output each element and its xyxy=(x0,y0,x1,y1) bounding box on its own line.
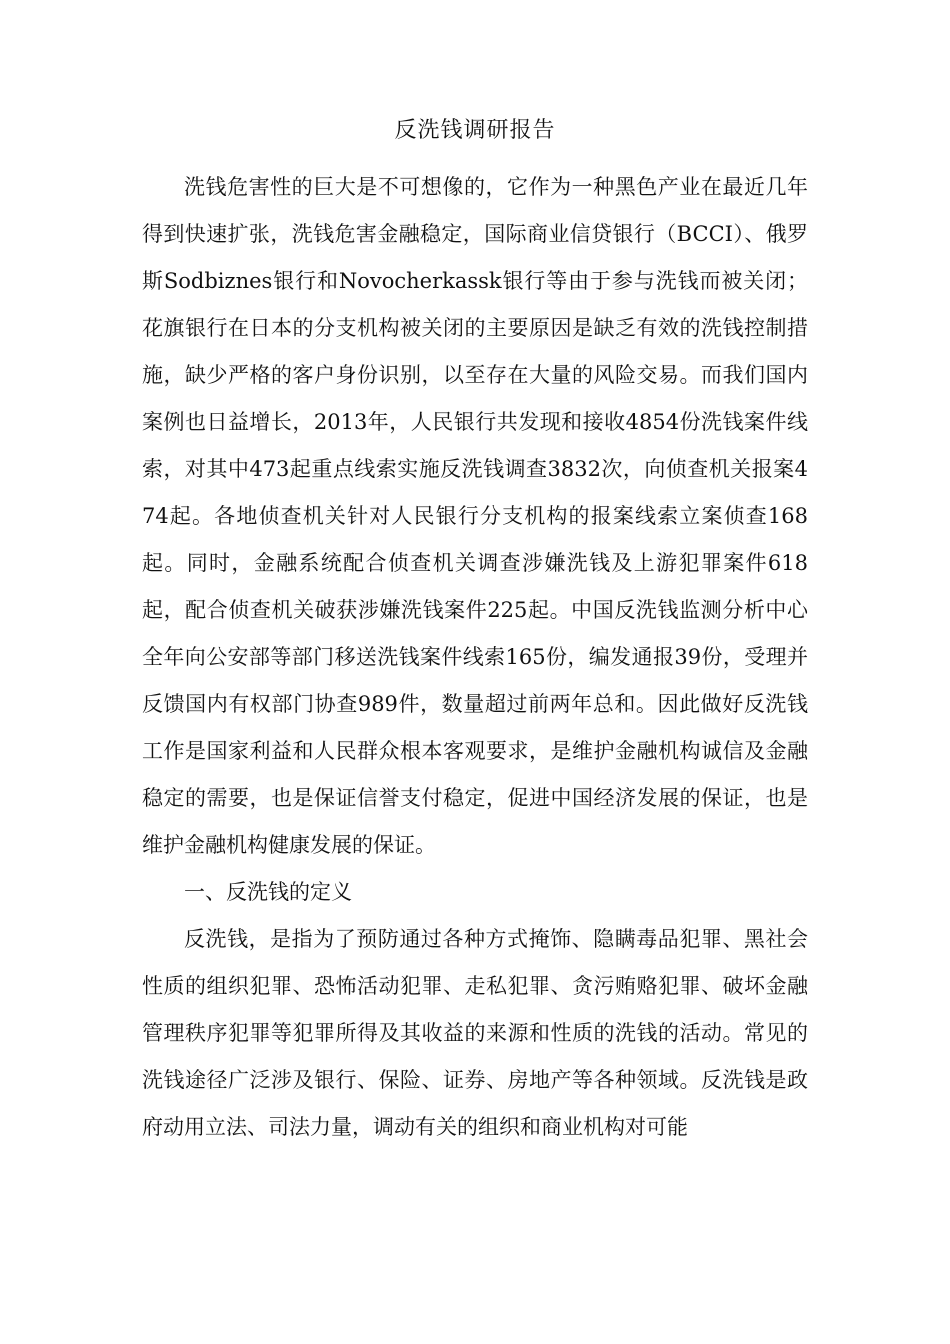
paragraph-intro: 洗钱危害性的巨大是不可想像的，它作为一种黑色产业在最近几年得到快速扩张，洗钱危害金融稳定，国际商业信贷银行（BCCI）、俄罗斯Sodbiznes银行和Novocherkassk银行等由于参与洗钱而被关闭；花旗银行在日本的分支机构被关闭的主要原因是缺乏有效的洗钱控制措施，缺少严格的客户身份识别，以至存在大量的风险交易。而我们国内案例也日益增长，2013年，人民银行共发现和接收4854份洗钱案件线索，对其中473起重点线索实施反洗钱调查3832次，向侦查机关报案474起。各地侦查机关针对人民银行分支机构的报案线索立案侦查168起。同时，金融系统配合侦查机关调查涉嫌洗钱及上游犯罪案件618起，配合侦查机关破获涉嫌洗钱案件225起。中国反洗钱监测分析中心全年向公安部等部门移送洗钱案件线索165份，编发通报39份，受理并反馈国内有权部门协查989件，数量超过前两年总和。因此做好反洗钱工作是国家利益和人民群众根本客观要求，是维护金融机构诚信及金融稳定的需要，也是保证信誉支付稳定，促进中国经济发展的保证，也是维护金融机构健康发展的保证。 xyxy=(142,175,808,857)
paragraph-definition: 反洗钱，是指为了预防通过各种方式掩饰、隐瞒毒品犯罪、黑社会性质的组织犯罪、恐怖活动犯罪、走私犯罪、贪污贿赂犯罪、破坏金融管理秩序犯罪等犯罪所得及其收益的来源和性质的洗钱的活动。常见的洗钱途径广泛涉及银行、保险、证券、房地产等各种领域。反洗钱是政府动用立法、司法力量，调动有关的组织和商业机构对可能 xyxy=(142,927,808,1139)
section-heading-definition: 一、反洗钱的定义 xyxy=(184,880,352,904)
document-title: 反洗钱调研报告 xyxy=(394,118,556,143)
document-body xyxy=(142,164,808,1151)
